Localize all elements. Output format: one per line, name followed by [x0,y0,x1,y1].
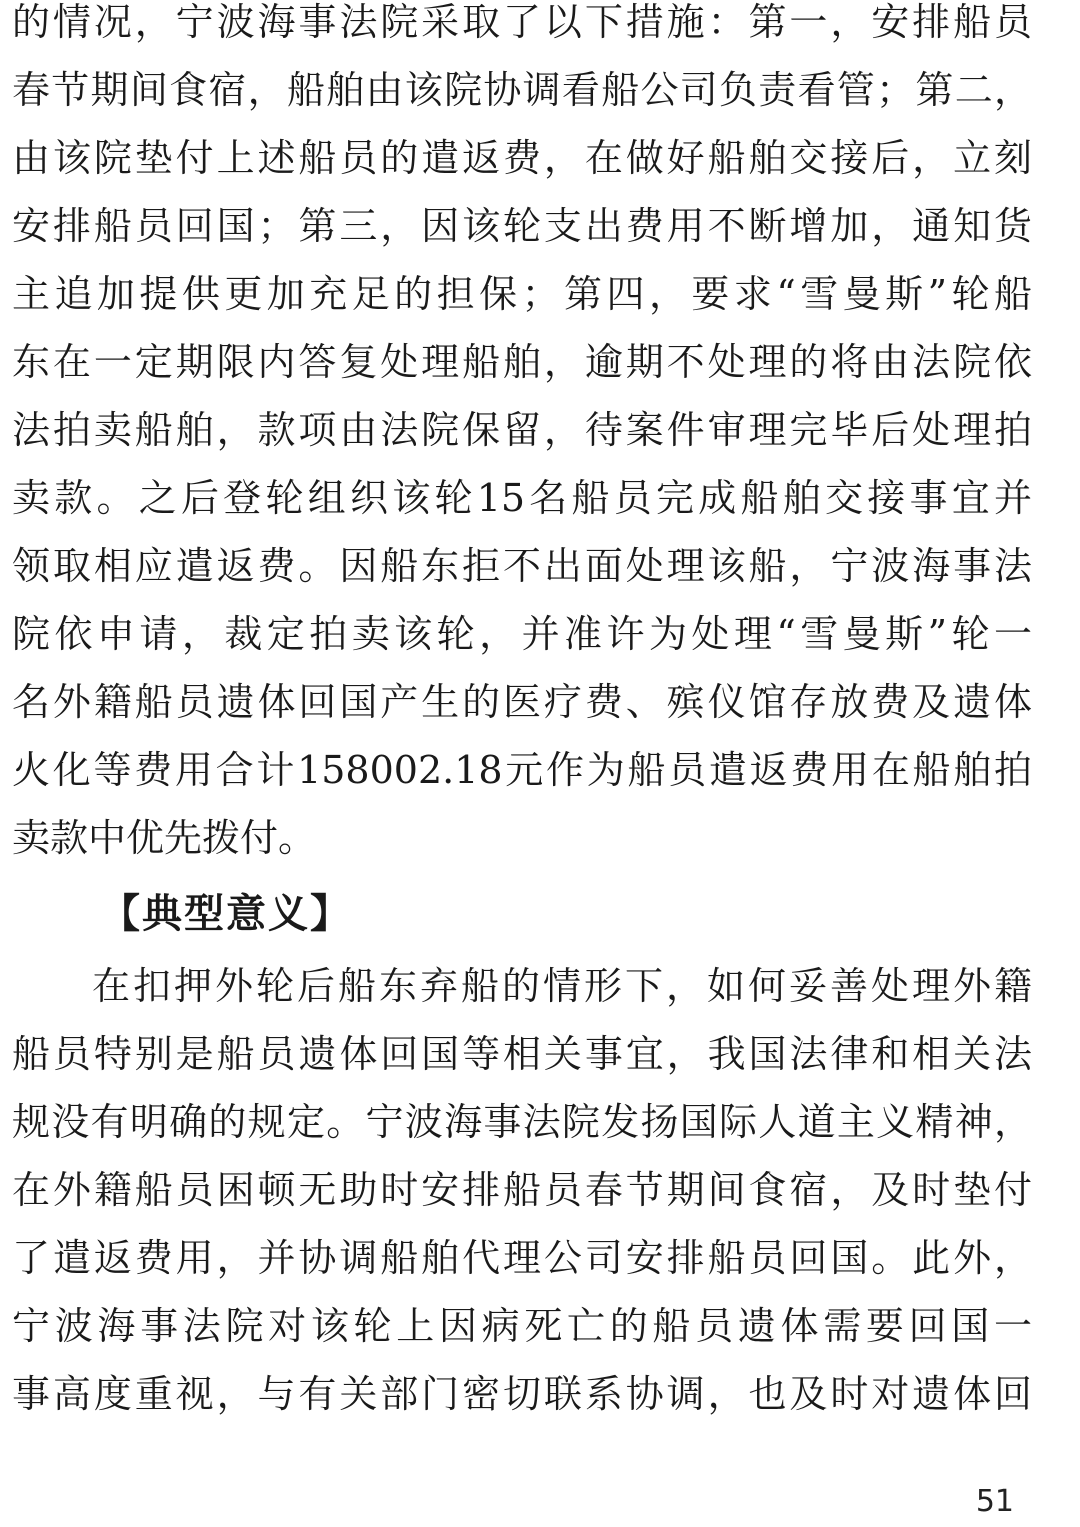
body-text-line: 院依申请，裁定拍卖该轮，并准许为处理“雪曼斯”轮一 [12,612,1032,656]
body-text-line: 法拍卖船舶，款项由法院保留，待案件审理完毕后处理拍 [12,408,1032,452]
section-heading: 【典型意义】 [100,890,352,937]
body-text-line: 的情况，宁波海事法院采取了以下措施：第一，安排船员 [12,0,1032,44]
body-text-line: 春节期间食宿，船舶由该院协调看船公司负责看管；第二， [12,68,1032,112]
body-text-line: 火化等费用合计158002.18元作为船员遣返费用在船舶拍 [12,748,1032,792]
body-text-line: 卖款。之后登轮组织该轮15名船员完成船舶交接事宜并 [12,476,1032,520]
body-text-line: 船员特别是船员遗体回国等相关事宜，我国法律和相关法 [12,1032,1032,1076]
body-text-line: 事高度重视，与有关部门密切联系协调，也及时对遗体回 [12,1372,1032,1416]
body-text-line: 安排船员回国；第三，因该轮支出费用不断增加，通知货 [12,204,1032,248]
body-text-line: 主追加提供更加充足的担保；第四，要求“雪曼斯”轮船 [12,272,1032,316]
body-text-line: 卖款中优先拨付。 [12,816,317,860]
body-text-line: 领取相应遣返费。因船东拒不出面处理该船，宁波海事法 [12,544,1032,588]
body-text-line: 东在一定期限内答复处理船舶，逾期不处理的将由法院依 [12,340,1032,384]
page-number: 51 [975,1484,1014,1519]
body-text-line: 了遣返费用，并协调船舶代理公司安排船员回国。此外， [12,1236,1032,1280]
body-text-line: 在扣押外轮后船东弃船的情形下，如何妥善处理外籍 [92,964,1032,1008]
body-text-line: 规没有明确的规定。宁波海事法院发扬国际人道主义精神， [12,1100,1032,1144]
body-text-line: 由该院垫付上述船员的遣返费，在做好船舶交接后，立刻 [12,136,1032,180]
body-text-line: 名外籍船员遗体回国产生的医疗费、殡仪馆存放费及遗体 [12,680,1032,724]
body-text-line: 在外籍船员困顿无助时安排船员春节期间食宿，及时垫付 [12,1168,1032,1212]
body-text-line: 宁波海事法院对该轮上因病死亡的船员遗体需要回国一 [12,1304,1032,1348]
